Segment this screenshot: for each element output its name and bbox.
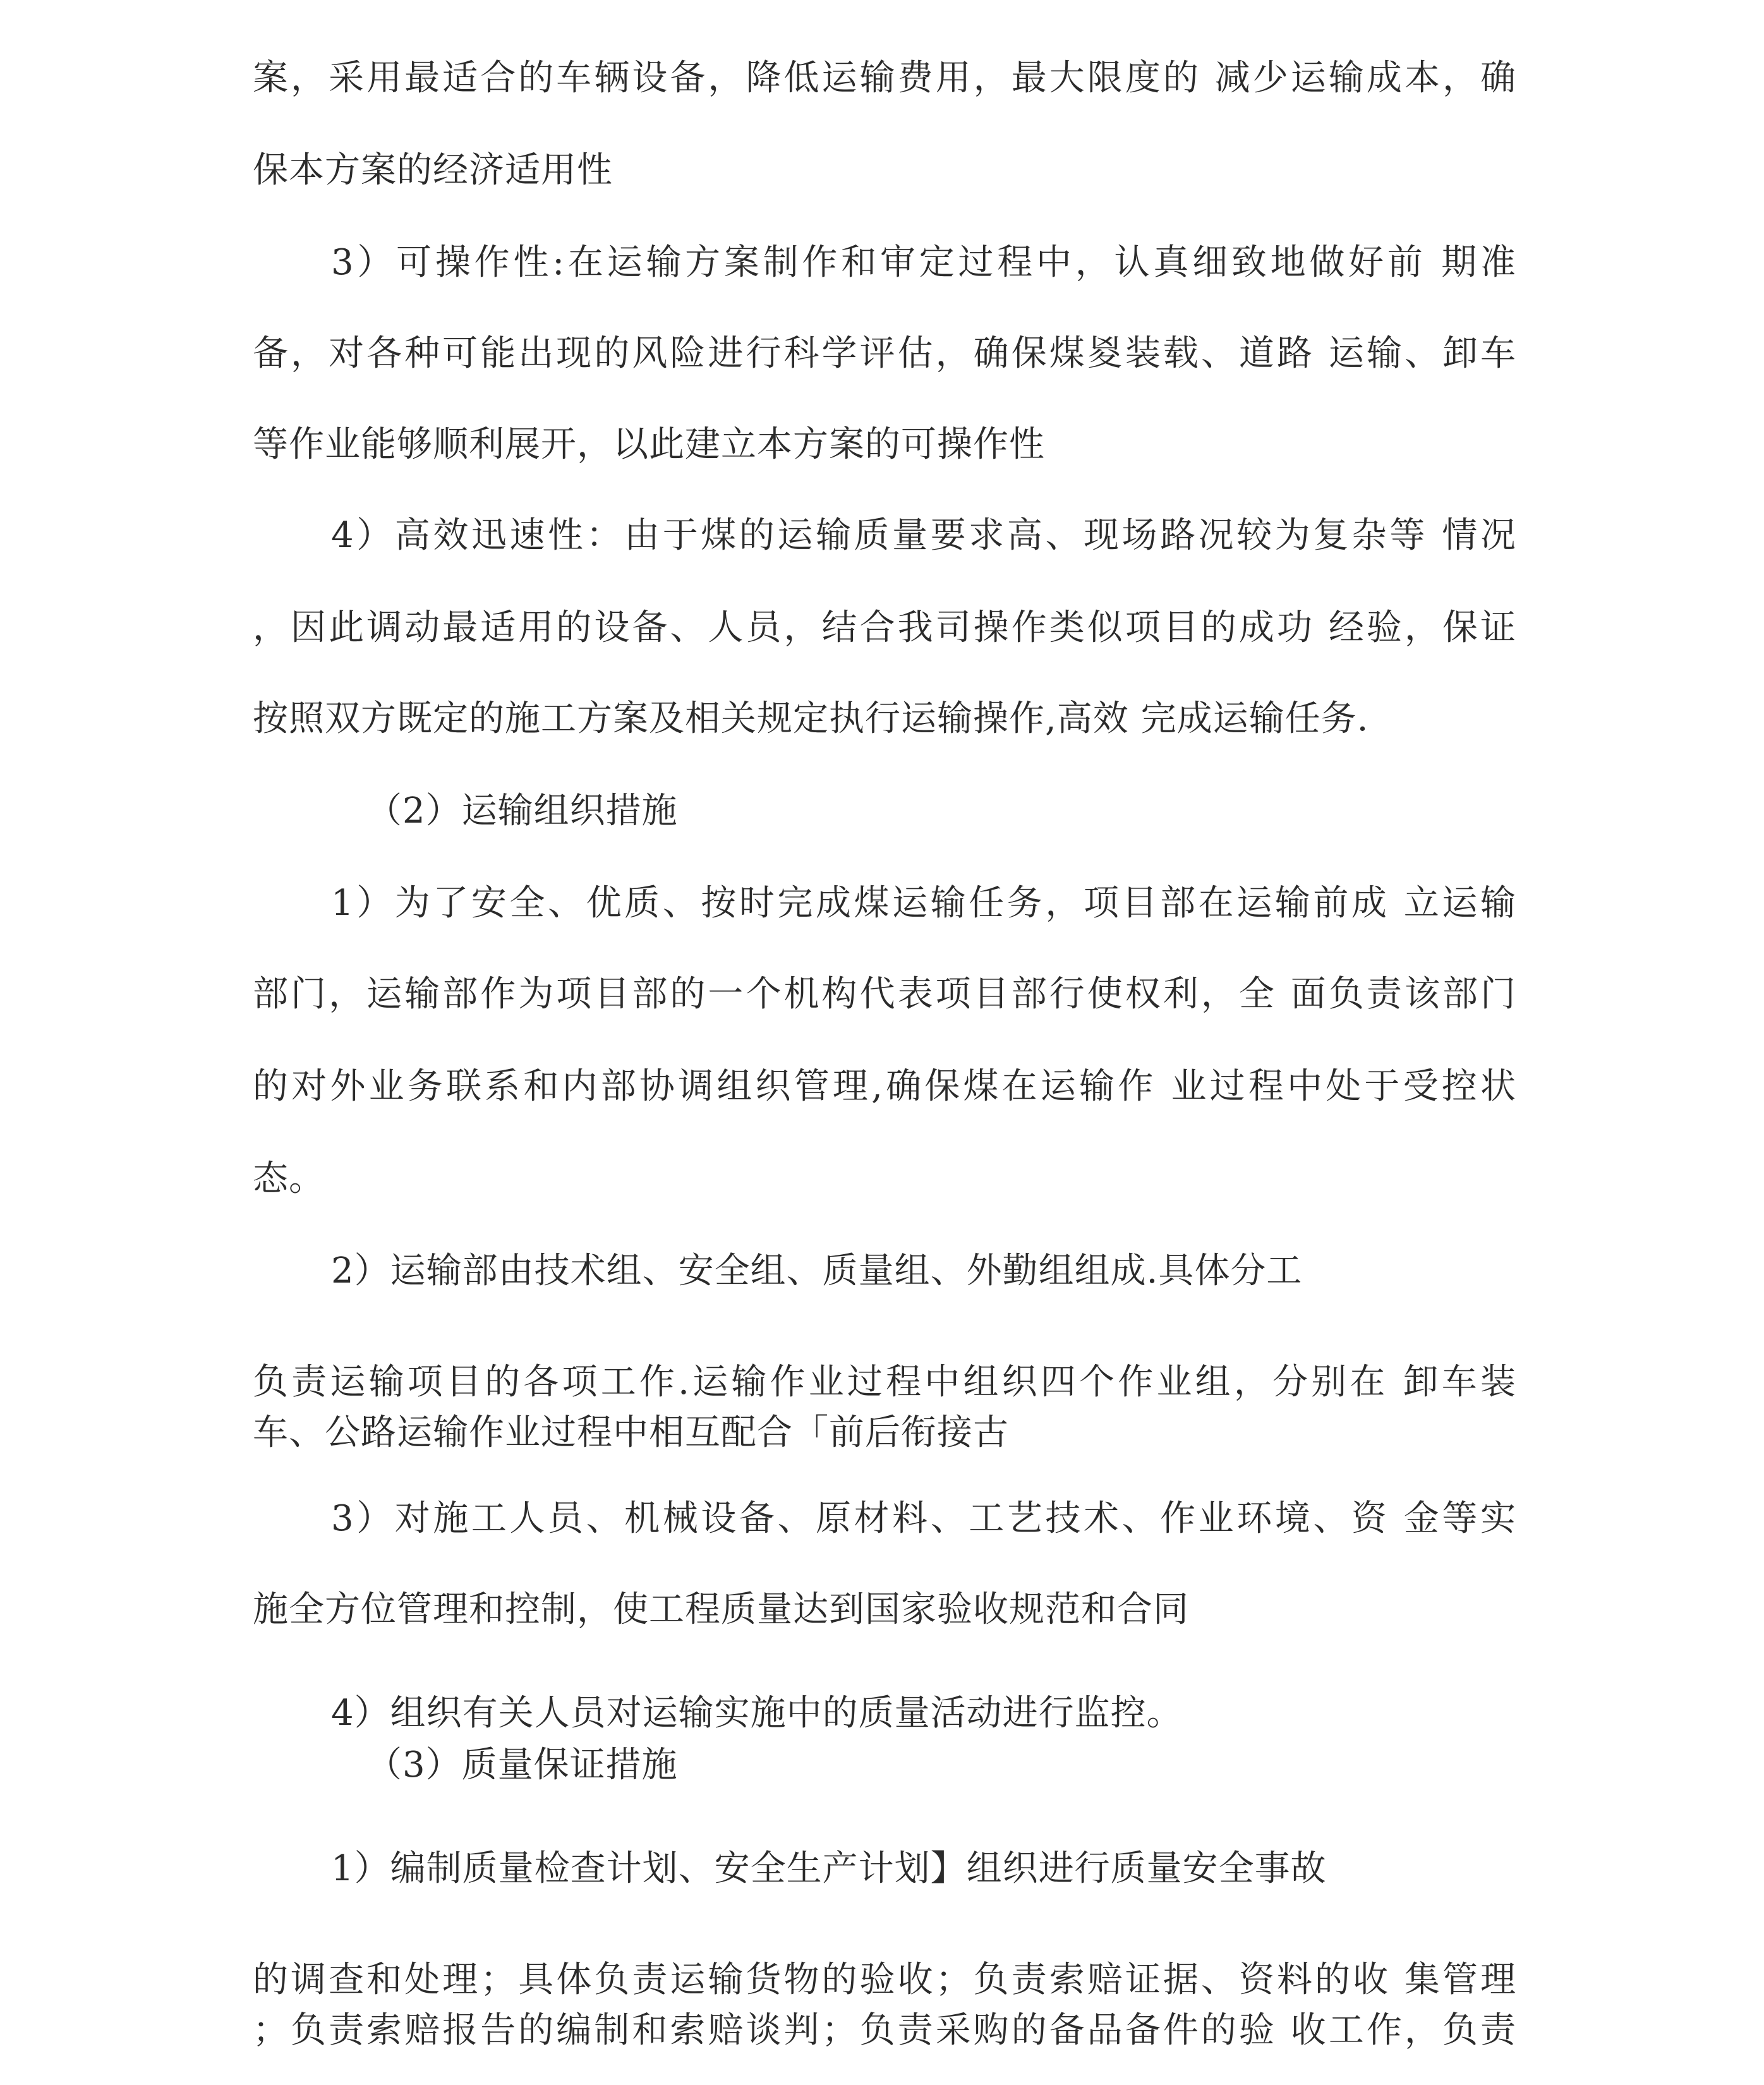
text-line: 4）组织有关人员对运输实施中的质量活动进行监控。 (331, 1693, 1183, 1734)
text-line: 的调查和处理；具体负责运输货物的验收；负责索赔证据、资料的收 集管理 (253, 1959, 1516, 2000)
text-line: 备，对各种可能出现的风险进行科学评估，确保煤㚇装载、道路 运输、卸车 (253, 333, 1516, 374)
text-line: 车、公路运输作业过程中相互配合「前后衔接古 (253, 1412, 1009, 1453)
text-line: 部门，运输部作为项目部的一个机构代表项目部行使权利，全 面负责该部门 (253, 974, 1516, 1015)
text-line: 保本方案的经济适用性 (253, 150, 613, 191)
text-line: 等作业能够顺利展开，以此建立本方案的可操作性 (253, 424, 1045, 465)
text-line: 1）为了安全、优质、按时完成煤运输任务，项目部在运输前成 立运输 (331, 883, 1516, 924)
text-line: 3）对施工人员、机械设备、原材料、工艺技术、作业环境、资 金等实 (331, 1498, 1516, 1539)
text-line: 4）高效迅速性：由于煤的运输质量要求高、现场路况较为复杂等 情况 (331, 515, 1516, 556)
text-line: 案，采用最适合的车辆设备，降低运输费用，最大限度的 减少运输成本，确 (253, 57, 1516, 99)
text-line: 施全方位管理和控制，使工程质量达到国家验收规范和合同 (253, 1589, 1189, 1630)
text-line: 2）运输部由技术组、安全组、质量组、外勤组组成.具体分工 (331, 1250, 1303, 1291)
text-line: 的对外业务联系和内部协调组织管理,确保煤在运输作 业过程中处于受控状 (253, 1066, 1516, 1107)
section-heading: （3）质量保证措施 (366, 1744, 678, 1786)
text-line: ；负责索赔报告的编制和索赔谈判；负责采购的备品备件的验 收工作，负责 (253, 2010, 1516, 2051)
section-heading: （2）运输组织措施 (366, 790, 678, 831)
text-line: ，因此调动最适用的设备、人员，结合我司操作类似项目的成功 经验，保证 (253, 607, 1516, 648)
text-line: 负责运输项目的各项工作.运输作业过程中组织四个作业组，分别在 卸车装 (253, 1362, 1516, 1403)
text-line: 1）编制质量检查计划、安全生产计划】组织进行质量安全事故 (331, 1848, 1327, 1889)
text-line: 态。 (253, 1158, 325, 1199)
text-line: 3）可操作性:在运输方案制作和审定过程中，认真细致地做好前 期准 (331, 242, 1516, 283)
text-line: 按照双方既定的施工方案及相关规定执行运输操作,高效 完成运输任务. (253, 698, 1369, 739)
